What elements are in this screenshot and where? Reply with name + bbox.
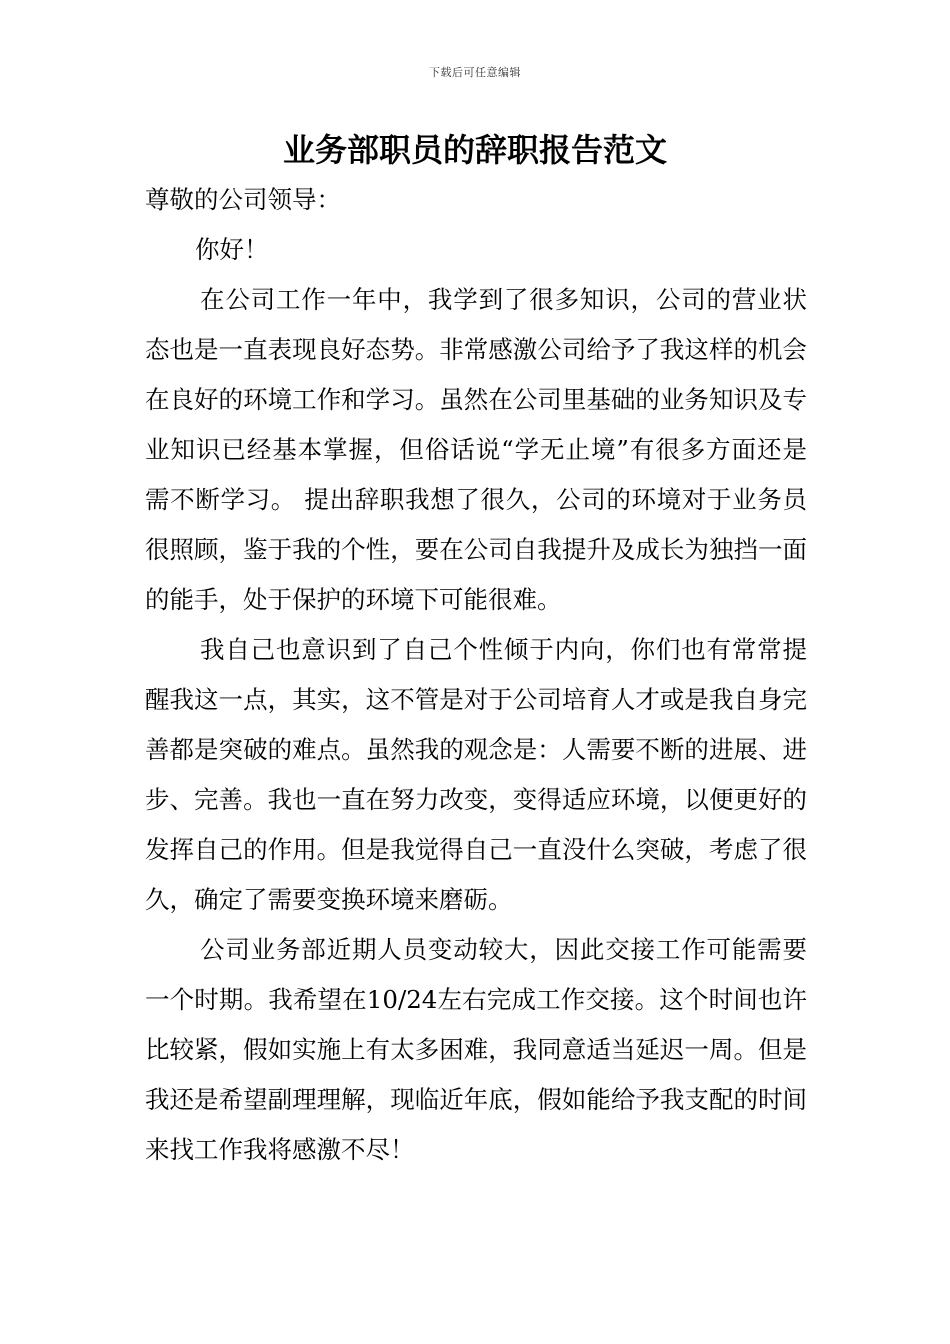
document-body [145,175,807,1175]
document-title: 业务部职员的辞职报告范文 [282,131,667,169]
salutation: 尊敬的公司领导： [145,185,341,214]
paragraph-1: 在公司工作一年中，我学到了很多知识，公司的营业状态也是一直表现良好态势。非常感激公司给予了我这样的机会在良好的环境工作和学习。虽然在公司里基础的业务知识及专业知识已经基本掌握，但俗话说“学无止境”有很多方面还是需不断学习。 提出辞职我想了很久，公司的环境对于业务员很照顾，鉴于我的个性，要在公司自我提升及成长为独挡一面的能手，处于保护的环境下可能很难。 [145,285,807,614]
greeting: 你好！ [195,235,269,264]
paragraph-3: 公司业务部近期人员变动较大，因此交接工作可能需要一个时期。我希望在10/24左右完成工作交接。这个时间也许比较紧，假如实施上有太多困难，我同意适当延迟一周。但是我还是希望副理理解，现临近年底，假如能给予我支配的时间来找工作我将感激不尽！ [145,935,807,1164]
paragraph-2: 我自己也意识到了自己个性倾于内向，你们也有常常提醒我这一点，其实，这不管是对于公司培育人才或是我自身完善都是突破的难点。虽然我的观念是：人需要不断的进展、进步、完善。我也一直在努力改变，变得适应环境，以便更好的发挥自己的作用。但是我觉得自己一直没什么突破，考虑了很久，确定了需要变换环境来磨砺。 [145,635,807,914]
header-note: 下载后可任意编辑 [429,66,521,79]
